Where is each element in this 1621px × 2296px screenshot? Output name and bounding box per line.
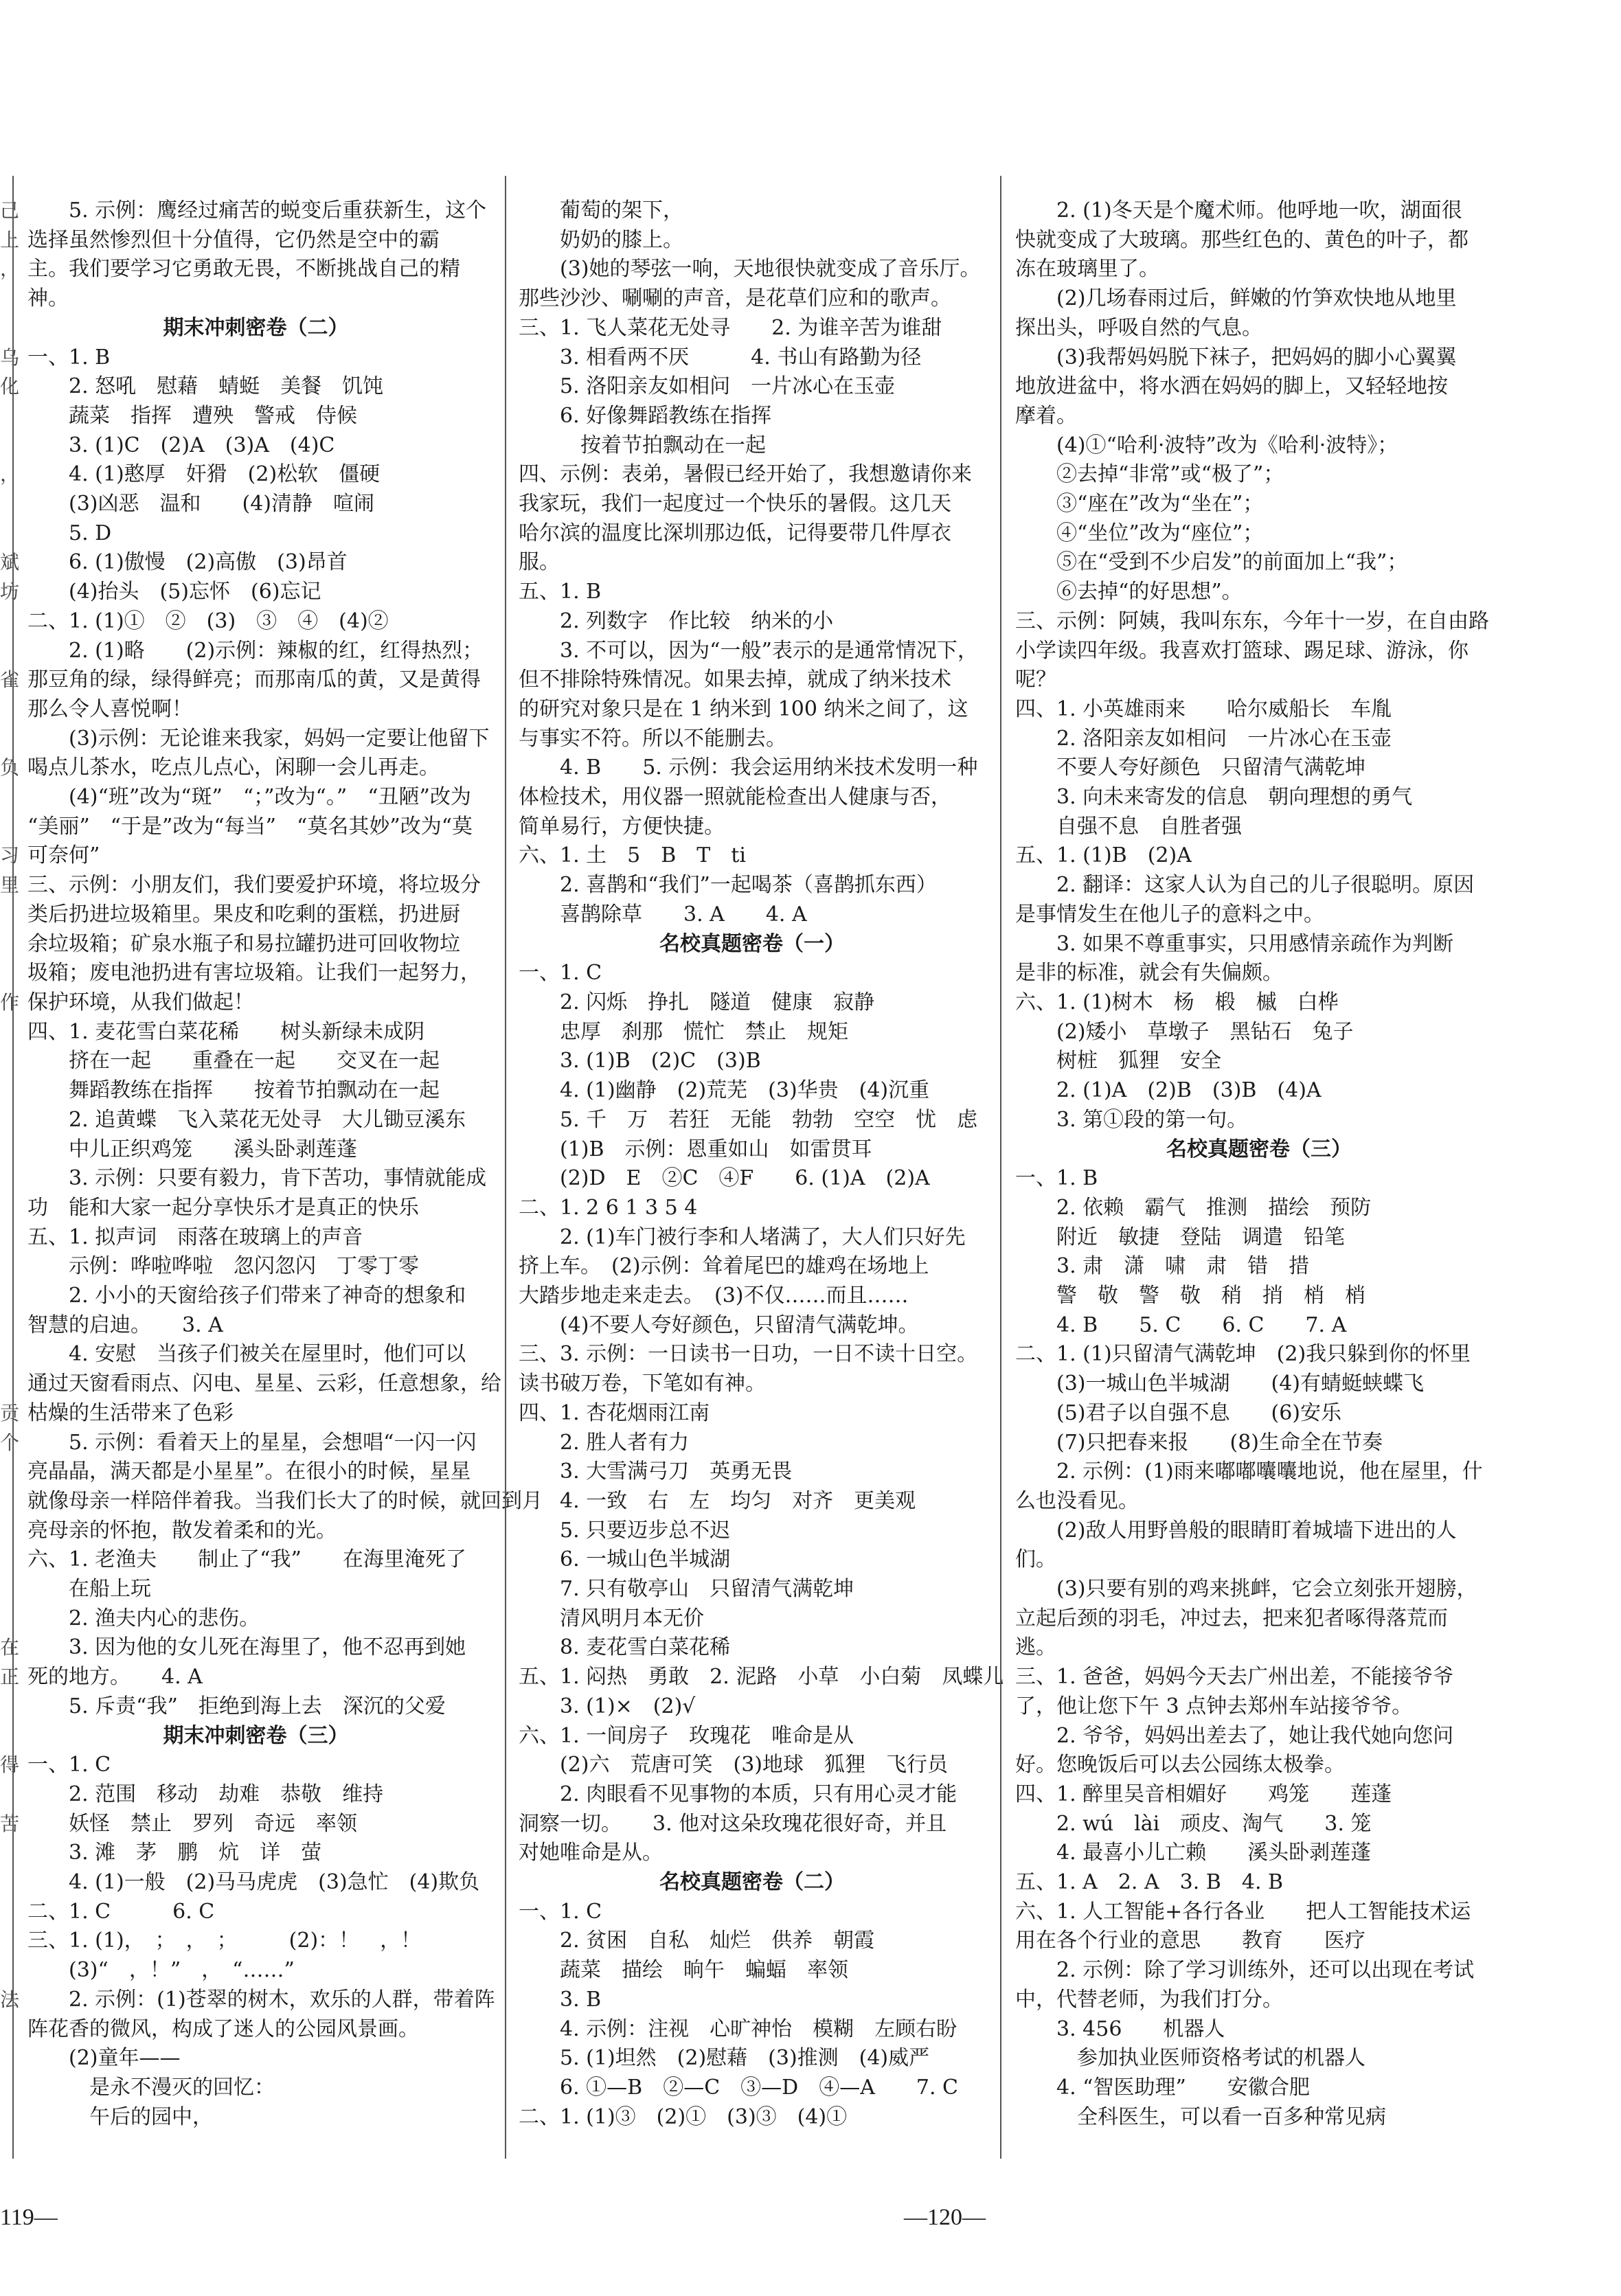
edge-fragment xyxy=(0,284,19,314)
answer-line: (7)只把春来报 (8)生命全在节奏 xyxy=(1015,1430,1383,1455)
answer-line: (4)不要人夸好颜色，只留清气满乾坤。 xyxy=(519,1312,919,1337)
answer-line: 五、1. 闷热 勇敢 2. 泥路 小草 小白菊 凤蝶儿 xyxy=(519,1665,1004,1690)
answer-line: 一、1. C xyxy=(27,1753,111,1777)
answer-line: 枯燥的生活带来了色彩 xyxy=(27,1400,234,1425)
answer-line: 三、3. 示例：一日读书一日功，一日不读十日空。 xyxy=(519,1342,978,1367)
edge-fragment xyxy=(0,930,19,959)
answer-line: 洞察一切。 3. 他对这朵玫瑰花很好奇，并且 xyxy=(519,1811,947,1836)
answer-line: 3. 相看两不厌 4. 书山有路勤为径 xyxy=(519,345,922,370)
answer-line: 三、示例：阿姨，我叫东东，今年十一岁，在自由路 xyxy=(1015,609,1489,633)
answer-line: 妖怪 禁止 罗列 奇远 率领 xyxy=(27,1811,357,1836)
answer-line: 2. 范围 移动 劫难 恭敬 维持 xyxy=(27,1782,384,1806)
answer-line: 保护环境，从我们做起！ xyxy=(27,990,254,1014)
answer-line: 3. 向未来寄发的信息 朝向理想的勇气 xyxy=(1015,785,1413,810)
answer-line: 六、1. 一间房子 玫瑰花 唯命是从 xyxy=(519,1723,854,1748)
edge-fragment: 苦 xyxy=(0,1812,20,1835)
answer-line: 2. 洛阳亲友如相问 一片冰心在玉壶 xyxy=(1015,726,1392,751)
answer-line: 4. (1)幽静 (2)荒芜 (3)华贵 (4)沉重 xyxy=(519,1078,930,1103)
answer-column-left xyxy=(27,196,543,2132)
answer-line: 二、1. 2 6 1 3 5 4 xyxy=(519,1195,698,1220)
answer-line: 地放进盆中，将水洒在妈妈的脚上，又轻轻地按 xyxy=(1015,374,1448,399)
answer-line: 3. 如果不尊重事实，只用感情亲疏作为判断 xyxy=(1015,931,1454,956)
answer-line: 一、1. C xyxy=(519,961,602,986)
answer-line: 2. 肉眼看不见事物的本质，只有用心灵才能 xyxy=(519,1782,957,1806)
edge-fragment xyxy=(0,1252,19,1282)
answer-line: (2)童年—— xyxy=(27,2046,181,2071)
answer-line: (1)B 示例：恩重如山 如雷贯耳 xyxy=(519,1137,872,1161)
answer-line: 那些沙沙、唰唰的声音，是花草们应和的歌声。 xyxy=(519,286,951,311)
answer-line: (2)敌人用野兽般的眼睛盯着城墙下进出的人 xyxy=(1015,1518,1457,1543)
answer-line: 大踏步地走来走去。 (3)不仅……而且…… xyxy=(519,1284,909,1308)
answer-line: 4. 安慰 当孩子们被关在屋里时，他们可以 xyxy=(27,1342,466,1367)
answer-line: 亮晶晶，满天都是小星星”。在很小的时候，星星 xyxy=(27,1459,471,1484)
answer-line: 简单易行，方便快捷。 xyxy=(519,814,725,839)
answer-line: 中，代替老师，为我们打分。 xyxy=(1015,1987,1283,2012)
answer-line: 3. 456 机器人 xyxy=(1015,2016,1225,2041)
edge-fragment: 雀 xyxy=(0,668,20,692)
answer-line: 2. 示例：(1)苍翠的树木，欢乐的人群，带着阵 xyxy=(27,1987,495,2012)
answer-line: 是非的标准，就会有失偏颇。 xyxy=(1015,961,1283,986)
answer-line: 2. 贫困 自私 灿烂 供养 朝霞 xyxy=(519,1929,875,1953)
answer-line: 2. 喜鹊和“我们”一起喝茶（喜鹊抓东西） xyxy=(519,873,937,898)
edge-fragment xyxy=(0,402,19,431)
answer-line: 2. 小小的天窗给孩子们带来了神奇的想象和 xyxy=(27,1284,466,1308)
answer-line: 按着节拍飘动在一起 xyxy=(519,433,766,457)
edge-fragment: 负 xyxy=(0,756,20,780)
answer-line: 2. (1)A (2)B (3)B (4)A xyxy=(1015,1078,1322,1103)
answer-line: 8. 麦花雪白菜花稀 xyxy=(519,1635,731,1660)
left-edge-cropped-text xyxy=(0,196,19,2015)
answer-line: 二、1. (1)③ (2)① (3)③ (4)① xyxy=(519,2104,848,2129)
edge-fragment: 作 xyxy=(0,990,20,1014)
answer-line: 4. B 5. 示例：我会运用纳米技术发明一种 xyxy=(519,755,978,780)
answer-line: 葡萄的架下， xyxy=(519,198,683,223)
answer-line: 5. 洛阳亲友如相问 一片冰心在玉壶 xyxy=(519,374,896,399)
edge-fragment xyxy=(0,1135,19,1165)
answer-line: 4. (1)一般 (2)马马虎虎 (3)急忙 (4)欺负 xyxy=(27,1870,480,1895)
edge-fragment xyxy=(0,1106,19,1135)
answer-line: 5. D xyxy=(27,521,112,545)
answer-line: (3)我帮妈妈脱下袜子，把妈妈的脚小心翼翼 xyxy=(1015,345,1457,370)
answer-line: 附近 敏捷 登陆 调遣 铅笔 xyxy=(1015,1225,1345,1249)
answer-line: 2. (1)略 (2)示例：辣椒的红，红得热烈； xyxy=(27,638,484,663)
edge-fragment xyxy=(0,1692,19,1722)
answer-line: 2. 追黄蝶 飞入菜花无处寻 大儿锄豆溪东 xyxy=(27,1107,466,1132)
answer-line: 体检技术，用仪器一照就能检查出人健康与否， xyxy=(519,785,951,810)
answer-line: 四、1. 麦花雪白菜花稀 树头新绿未成阴 xyxy=(27,1019,425,1044)
answer-line: 挤上车。 (2)示例：耸着尾巴的雄鸡在场地上 xyxy=(519,1254,929,1279)
answer-line: 7. 只有敬亭山 只留清气满乾坤 xyxy=(519,1577,854,1602)
answer-line: 一、1. B xyxy=(27,345,111,370)
answer-line: “美丽” “于是”改为“每当” “莫名其妙”改为“莫 xyxy=(27,814,473,839)
answer-line: (3)凶恶 温和 (4)清静 喧闹 xyxy=(27,492,374,516)
answer-line: 我家玩，我们一起度过一个快乐的暑假。这几天 xyxy=(519,492,951,516)
answer-line: 的研究对象只是在 1 纳米到 100 纳米之间了，这 xyxy=(519,696,968,721)
answer-line: 不要人夸好颜色 只留清气满乾坤 xyxy=(1015,755,1365,780)
edge-fragment xyxy=(0,1956,19,1986)
section-heading: 名校真题密卷（三） xyxy=(1166,1137,1352,1161)
answer-line: ④“坐位”改为“座位”； xyxy=(1015,521,1264,545)
answer-line: 5. 只要迈步总不迟 xyxy=(519,1518,731,1543)
edge-fragment xyxy=(0,1545,19,1575)
answer-line: 2. 渔夫内心的悲伤。 xyxy=(27,1606,260,1630)
answer-line: 智慧的启迪。 3. A xyxy=(27,1312,223,1337)
answer-line: 4. (1)憨厚 奸猾 (2)松软 僵硬 xyxy=(27,462,381,487)
answer-line: 立起后颈的羽毛，冲过去，把来犯者啄得落荒而 xyxy=(1015,1606,1448,1630)
answer-line: 摩着。 xyxy=(1015,403,1077,428)
edge-fragment xyxy=(0,725,19,754)
answer-line: 参加执业医师资格考试的机器人 xyxy=(1015,2046,1365,2071)
edge-fragment: 在 xyxy=(0,1636,20,1659)
answer-line: 二、1. (1)① ② (3) ③ ④ (4)② xyxy=(27,609,389,633)
answer-line: 么也没看见。 xyxy=(1015,1488,1139,1513)
answer-line: 自强不息 自胜者强 xyxy=(1015,814,1242,839)
edge-fragment xyxy=(0,1868,19,1898)
column-divider-edge xyxy=(12,176,14,2159)
answer-line: 们。 xyxy=(1015,1547,1056,1572)
answer-line: 挤在一起 重叠在一起 交叉在一起 xyxy=(27,1049,440,1073)
answer-line: (3)只要有别的鸡来挑衅，它会立刻张开翅膀， xyxy=(1015,1577,1477,1602)
answer-line: 警 敬 警 敬 稍 捎 梢 梢 xyxy=(1015,1284,1365,1308)
edge-fragment: ， xyxy=(0,258,20,281)
answer-line: ②去掉“非常”或“极了”； xyxy=(1015,462,1284,487)
answer-line: 二、1. C 6. C xyxy=(27,1899,215,1924)
answer-column-middle xyxy=(519,196,1004,2132)
answer-line: 亮母亲的怀抱，散发着柔和的光。 xyxy=(27,1518,337,1543)
answer-line: 了，他让您下午 3 点钟去郑州车站接爷爷。 xyxy=(1015,1694,1413,1718)
answer-line: 是事情发生在他儿子的意料之中。 xyxy=(1015,902,1324,927)
answer-line: (4)抬头 (5)忘怀 (6)忘记 xyxy=(27,580,321,604)
answer-line: 4. “智医助理” 安徽合肥 xyxy=(1015,2076,1310,2100)
answer-line: 示例：哗啦哗啦 忽闪忽闪 丁零丁零 xyxy=(27,1254,419,1279)
edge-fragment: ， xyxy=(0,463,20,486)
answer-line: 三、示例：小朋友们，我们要爱护环境，将垃圾分 xyxy=(27,873,481,898)
answer-line: 3. B xyxy=(519,1987,602,2012)
section-heading: 名校真题密卷（二） xyxy=(659,1870,845,1895)
answer-line: 功 能和大家一起分享快乐才是真正的快乐 xyxy=(27,1195,419,1220)
edge-fragment xyxy=(0,1780,19,1810)
answer-line: 2. 示例：除了学习训练外，还可以出现在考试 xyxy=(1015,1958,1475,1983)
edge-fragment xyxy=(0,637,19,666)
answer-line: 是永不漫灭的回忆： xyxy=(27,2076,275,2100)
edge-fragment: 法 xyxy=(0,1988,20,2011)
answer-line: 五、1. (1)B (2)A xyxy=(1015,843,1192,868)
answer-line: 主。我们要学习它勇敢无畏，不断挑战自己的精 xyxy=(27,257,460,282)
answer-line: 5. 示例：鹰经过痛苦的蜕变后重获新生，这个 xyxy=(27,198,487,223)
answer-line: 2. 示例：(1)雨来嘟嘟囔囔地说，他在屋里，什 xyxy=(1015,1459,1483,1484)
column-divider-2 xyxy=(1000,176,1001,2159)
answer-line: 对她唯命是从。 xyxy=(519,1841,663,1865)
answer-line: 选择虽然惨烈但十分值得，它仍然是空中的霸 xyxy=(27,227,440,252)
answer-line: ⑤在“受到不少启发”的前面加上“我”； xyxy=(1015,550,1408,575)
answer-line: 5. 斥责“我” 拒绝到海上去 深沉的父爱 xyxy=(27,1694,446,1718)
answer-line: (4)“班”改为“斑” “；”改为“。” “丑陋”改为 xyxy=(27,785,471,810)
answer-line: (2)六 荒唐可笑 (3)地球 狐狸 飞行员 xyxy=(519,1753,948,1777)
answer-line: 一、1. C xyxy=(519,1899,602,1924)
edge-fragment xyxy=(0,1282,19,1311)
edge-fragment: 乌 xyxy=(0,345,20,369)
answer-line: 探出头，呼吸自然的气息。 xyxy=(1015,315,1262,340)
answer-line: 2. 爷爷，妈妈出差去了，她让我代她向您问 xyxy=(1015,1723,1454,1748)
edge-fragment: 习 xyxy=(0,844,20,867)
answer-line: 喜鹊除草 3. A 4. A xyxy=(519,902,807,927)
edge-fragment: 坊 xyxy=(0,580,20,604)
answer-line: 阵花香的微风，构成了迷人的公园风景画。 xyxy=(27,2016,419,2041)
edge-fragment xyxy=(0,314,19,343)
answer-line: 三、1. 爸爸，妈妈今天去广州出差，不能接爷爷 xyxy=(1015,1665,1454,1690)
answer-line: 2. 依赖 霸气 推测 描绘 预防 xyxy=(1015,1195,1372,1220)
edge-fragment xyxy=(0,1839,19,1868)
answer-line: 但不排除特殊情况。如果去掉，就成了纳米技术 xyxy=(519,668,951,692)
answer-line: 奶奶的膝上。 xyxy=(519,227,683,252)
page-number-left: 119— xyxy=(0,2205,58,2230)
answer-line: 蔬菜 指挥 遭殃 警戒 侍候 xyxy=(27,403,357,428)
edge-fragment xyxy=(0,1223,19,1253)
answer-line: 2. 列数字 作比较 纳米的小 xyxy=(519,609,834,633)
edge-fragment: 化 xyxy=(0,375,20,398)
edge-fragment xyxy=(0,1311,19,1341)
answer-line: 树桩 狐狸 安全 xyxy=(1015,1049,1221,1073)
answer-line: 2. 怒吼 慰藉 蜻蜓 美餐 饥饨 xyxy=(27,374,384,399)
edge-fragment: 得 xyxy=(0,1753,20,1777)
answer-line: 余垃圾箱；矿泉水瓶子和易拉罐扔进可回收物垃 xyxy=(27,931,460,956)
edge-fragment xyxy=(0,1926,19,1956)
answer-line: 全科医生，可以看一百多种常见病 xyxy=(1015,2104,1386,2129)
edge-fragment xyxy=(0,431,19,461)
edge-fragment xyxy=(0,1604,19,1634)
answer-line: 死的地方。 4. A xyxy=(27,1665,203,1690)
answer-line: (3)“ ，！” ， “……” xyxy=(27,1958,295,1983)
answer-line: 6. (1)傲慢 (2)高傲 (3)昂首 xyxy=(27,550,348,575)
answer-line: 与事实不符。所以不能删去。 xyxy=(519,726,786,751)
edge-fragment: 斌 xyxy=(0,551,20,574)
edge-fragment: 里 xyxy=(0,874,20,897)
edge-fragment: 正 xyxy=(0,1666,20,1689)
answer-line: 3. 第①段的第一句。 xyxy=(1015,1107,1248,1132)
edge-fragment xyxy=(0,490,19,519)
answer-line: 6. 好像舞蹈教练在指挥 xyxy=(519,403,772,428)
answer-line: 可奈何” xyxy=(27,843,100,868)
answer-line: 六、1. 人工智能+各行各业 把人工智能技术运 xyxy=(1015,1899,1471,1924)
edge-fragment xyxy=(0,1018,19,1047)
answer-line: 快就变成了大玻璃。那些红色的、黄色的叶子，都 xyxy=(1015,227,1469,252)
answer-line: 3. 大雪满弓刀 英勇无畏 xyxy=(519,1459,793,1484)
answer-line: (2)D E ②C ④F 6. (1)A (2)A xyxy=(519,1166,930,1191)
answer-line: 2. (1)冬天是个魔术师。他呼地一吹，湖面很 xyxy=(1015,198,1462,223)
answer-line: 4. 示例：注视 心旷神怡 模糊 左顾右盼 xyxy=(519,2016,957,2041)
answer-line: ③“座在”改为“坐在”； xyxy=(1015,492,1264,516)
answer-line: 4. 一致 右 左 均匀 对齐 更美观 xyxy=(519,1488,916,1513)
answer-line: 3. (1)B (2)C (3)B xyxy=(519,1049,761,1073)
edge-fragment xyxy=(0,519,19,549)
answer-line: 六、1. (1)树木 杨 椴 槭 白桦 xyxy=(1015,990,1339,1014)
answer-line: 四、1. 醉里吴音相媚好 鸡笼 莲蓬 xyxy=(1015,1782,1392,1806)
edge-fragment: 己 xyxy=(0,199,20,222)
answer-line: 2. (1)车门被行李和人堵满了，大人们只好先 xyxy=(519,1225,966,1249)
answer-line: 3. 滩 茅 鹏 炕 详 萤 xyxy=(27,1841,322,1865)
edge-fragment xyxy=(0,1722,19,1751)
edge-fragment: 上 xyxy=(0,228,20,251)
edge-fragment xyxy=(0,695,19,725)
edge-fragment: 贡 xyxy=(0,1401,20,1424)
answer-line: 3. 不可以，因为“一般”表示的是通常情况下， xyxy=(519,638,978,663)
answer-line: 4. B 5. C 6. C 7. A xyxy=(1015,1312,1347,1337)
edge-fragment xyxy=(0,959,19,988)
edge-fragment xyxy=(0,1076,19,1106)
section-heading: 期末冲刺密卷（三） xyxy=(163,1723,349,1748)
answer-line: 在船上玩 xyxy=(27,1577,151,1602)
answer-line: 清风明月本无价 xyxy=(519,1606,704,1630)
page-number-right: —120— xyxy=(904,2205,986,2230)
answer-line: 舞蹈教练在指挥 按着节拍飘动在一起 xyxy=(27,1078,440,1103)
answer-line: (2)矮小 草墩子 黑钻石 兔子 xyxy=(1015,1019,1354,1044)
edge-fragment xyxy=(0,1164,19,1194)
answer-line: 五、1. A 2. A 3. B 4. B xyxy=(1015,1870,1284,1895)
answer-line: 3. 因为他的女儿死在海里了，他不忍再到她 xyxy=(27,1635,466,1660)
answer-line: 5. 千 万 若狂 无能 勃勃 空空 忧 虑 xyxy=(519,1107,978,1132)
answer-line: 逃。 xyxy=(1015,1635,1056,1660)
answer-line: 神。 xyxy=(27,286,69,311)
answer-line: 5. 示例：看着天上的星星，会想唱“一闪一闪 xyxy=(27,1430,477,1455)
edge-fragment xyxy=(0,1340,19,1369)
answer-line: 五、1. 拟声词 雨落在玻璃上的声音 xyxy=(27,1225,363,1249)
answer-line: 三、1. (1)， ； ， ； (2)：！ ，！ xyxy=(27,1929,422,1953)
edge-fragment xyxy=(0,900,19,930)
answer-line: 6. 一城山色半城湖 xyxy=(519,1547,731,1572)
answer-line: 3. (1)× (2)√ xyxy=(519,1694,696,1718)
edge-fragment xyxy=(0,812,19,842)
answer-line: ⑥去掉“的好思想”。 xyxy=(1015,580,1243,604)
answer-line: (2)几场春雨过后，鲜嫩的竹笋欢快地从地里 xyxy=(1015,286,1457,311)
edge-fragment xyxy=(0,1516,19,1546)
answer-line: 蔬菜 描绘 晌午 蝙蝠 率领 xyxy=(519,1958,848,1983)
answer-line: (3)她的琴弦一响，天地很快就变成了音乐厅。 xyxy=(519,257,981,282)
answer-line: 哈尔滨的温度比深圳那边低，记得要带几件厚衣 xyxy=(519,521,951,545)
edge-fragment xyxy=(0,1487,19,1516)
answer-line: 圾箱；废电池扔进有害垃圾箱。让我们一起努力， xyxy=(27,961,481,986)
section-heading: 名校真题密卷（一） xyxy=(659,931,845,956)
answer-line: 读书破万卷，下笔如有神。 xyxy=(519,1372,766,1396)
column-divider-1 xyxy=(505,176,506,2159)
answer-line: 类后扔进垃圾箱里。果皮和吃剩的蛋糕，扔进厨 xyxy=(27,902,460,927)
edge-fragment xyxy=(0,1457,19,1487)
answer-line: 喝点儿茶水，吃点儿点心，闲聊一会儿再走。 xyxy=(27,755,440,780)
answer-line: 2. 翻译：这家人认为自己的儿子很聪明。原因 xyxy=(1015,873,1475,898)
answer-line: (3)一城山色半城湖 (4)有蜻蜓蛱蝶飞 xyxy=(1015,1372,1424,1396)
edge-fragment xyxy=(0,1194,19,1223)
answer-line: 四、1. 小英雄雨来 哈尔威船长 车胤 xyxy=(1015,696,1392,721)
answer-line: 呢？ xyxy=(1015,668,1056,692)
edge-fragment: 个 xyxy=(0,1431,20,1454)
answer-line: (3)示例：无论谁来我家，妈妈一定要让他留下 xyxy=(27,726,490,751)
answer-line: 2. 闪烁 挣扎 隧道 健康 寂静 xyxy=(519,990,875,1014)
answer-line: 3. (1)C (2)A (3)A (4)C xyxy=(27,433,335,457)
answer-line: 小学读四年级。我喜欢打篮球、踢足球、游泳，你 xyxy=(1015,638,1469,663)
answer-line: 3. 肃 潇 啸 肃 错 措 xyxy=(1015,1254,1310,1279)
section-heading: 期末冲刺密卷（二） xyxy=(163,315,349,340)
edge-fragment xyxy=(0,783,19,812)
answer-line: 4. 最喜小儿亡赖 溪头卧剥莲蓬 xyxy=(1015,1841,1372,1865)
answer-line: 二、1. (1)只留清气满乾坤 (2)我只躲到你的怀里 xyxy=(1015,1342,1471,1367)
answer-line: 中儿正织鸡笼 溪头卧剥莲蓬 xyxy=(27,1137,357,1161)
answer-line: 5. (1)坦然 (2)慰藉 (3)推测 (4)威严 xyxy=(519,2046,930,2071)
edge-fragment xyxy=(0,1369,19,1399)
answer-line: 六、1. 土 5 B T ti xyxy=(519,843,746,868)
answer-line: 冻在玻璃里了。 xyxy=(1015,257,1159,282)
answer-line: 四、示例：表弟，暑假已经开始了，我想邀请你来 xyxy=(519,462,972,487)
answer-line: 午后的园中， xyxy=(27,2104,213,2129)
answer-line: 2. 胜人者有力 xyxy=(519,1430,690,1455)
answer-line: 六、1. 老渔夫 制止了“我” 在海里淹死了 xyxy=(27,1547,466,1572)
answer-line: 那么令人喜悦啊！ xyxy=(27,696,192,721)
answer-line: 忠厚 刹那 慌忙 禁止 规矩 xyxy=(519,1019,848,1044)
answer-line: 那豆角的绿，绿得鲜亮；而那南瓜的黄，又是黄得 xyxy=(27,668,481,692)
answer-line: 6. ①—B ②—C ③—D ④—A 7. C xyxy=(519,2076,958,2100)
answer-line: 就像母亲一样陪伴着我。当我们长大了的时候，就回到月 xyxy=(27,1488,543,1513)
answer-line: 2. wú lài 顽皮、淘气 3. 笼 xyxy=(1015,1811,1372,1836)
edge-fragment xyxy=(0,1898,19,1927)
answer-line: 一、1. B xyxy=(1015,1166,1098,1191)
edge-fragment xyxy=(0,1575,19,1604)
answer-line: 三、1. 飞人菜花无处寻 2. 为谁辛苦为谁甜 xyxy=(519,315,942,340)
edge-fragment xyxy=(0,607,19,637)
answer-line: 五、1. B xyxy=(519,580,602,604)
answer-line: 好。您晚饭后可以去公园练太极拳。 xyxy=(1015,1753,1345,1777)
answer-line: 服。 xyxy=(519,550,560,575)
answer-line: 3. 示例：只要有毅力，肯下苦功，事情就能成 xyxy=(27,1166,487,1191)
edge-fragment xyxy=(0,1047,19,1076)
answer-column-right xyxy=(1015,196,1503,2132)
answer-line: 四、1. 杏花烟雨江南 xyxy=(519,1400,710,1425)
answer-line: 通过天窗看雨点、闪电、星星、云彩，任意想象，给 xyxy=(27,1372,501,1396)
answer-line: (5)君子以自强不息 (6)安乐 xyxy=(1015,1400,1341,1425)
answer-line: (4)①“哈利·波特”改为《哈利·波特》； xyxy=(1015,433,1398,457)
answer-line: 用在各个行业的意思 教育 医疗 xyxy=(1015,1929,1365,1953)
